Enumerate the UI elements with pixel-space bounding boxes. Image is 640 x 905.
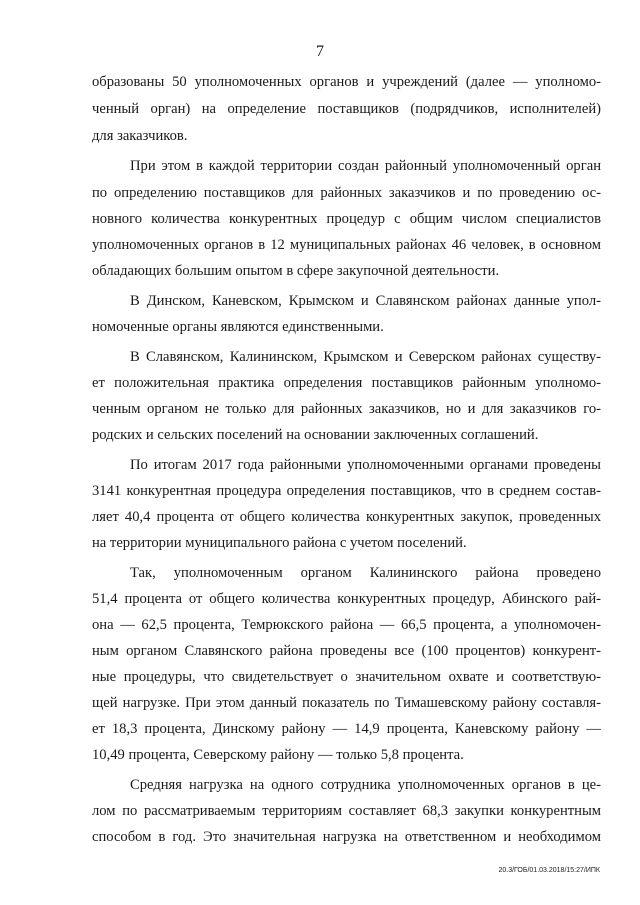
text-line: номоченные органы являются единственными. xyxy=(92,319,384,335)
text-line: ным органом Славянского района проведены все (100 процентов) конкурент- xyxy=(92,643,601,659)
text-line: для заказчиков. xyxy=(92,128,188,144)
text-line: ет положительная практика определения поставщиков районным уполномо- xyxy=(92,375,601,391)
text-line: 51,4 процента от общего количества конкурентных процедур, Абинского рай- xyxy=(92,591,601,607)
text-line: В Славянском, Калининском, Крымском и Северском районах существу- xyxy=(130,349,601,365)
text-line: По итогам 2017 года районными уполномоченными органами проведены xyxy=(130,457,601,473)
text-line: ные процедуры, что свидетельствует о значительном охвате и соответствую- xyxy=(92,669,601,685)
text-line: Так, уполномоченным органом Калининского района проведено xyxy=(130,565,601,581)
text-line: щей нагрузке. При этом данный показатель по Тимашевскому району составля- xyxy=(92,695,601,711)
text-line: она — 62,5 процента, Темрюкского района — 66,5 процента, а уполномочен- xyxy=(92,617,601,633)
footer-document-code: 20.3/ГОБ/01.03.2018/15:27/ИПК xyxy=(498,867,600,874)
text-line: Средняя нагрузка на одного сотрудника уполномоченных органов в це- xyxy=(130,777,601,793)
text-line: При этом в каждой территории создан районный уполномоченный орган xyxy=(130,158,601,174)
text-line: обладающих большим опытом в сфере закупочной деятельности. xyxy=(92,263,500,279)
text-line: лом по рассматриваемым территориям составляет 68,3 закупки конкурентным xyxy=(92,803,601,819)
text-line: на территории муниципального района с учетом поселений. xyxy=(92,535,467,551)
text-line: 10,49 процента, Северскому району — только 5,8 процента. xyxy=(92,747,464,763)
text-line: по определению поставщиков для районных заказчиков и по проведению ос- xyxy=(92,185,601,201)
text-line: 3141 конкурентная процедура определения поставщиков, что в среднем состав- xyxy=(92,483,601,499)
text-line: родских и сельских поселений на основании заключенных соглашений. xyxy=(92,427,539,443)
text-line: способом в год. Это значительная нагрузка на ответственном и необходимом xyxy=(92,829,601,845)
text-line: уполномоченных органов в 12 муниципальных районах 46 человек, в основном xyxy=(92,237,601,253)
text-line: ляет 40,4 процента от общего количества конкурентных закупок, проведенных xyxy=(92,509,601,525)
text-line: ченный орган) на определение поставщиков (подрядчиков, исполнителей) xyxy=(92,101,601,117)
text-line: ет 18,3 процента, Динскому району — 14,9 процента, Каневскому району — xyxy=(92,721,601,737)
text-line: ченным органом не только для районных заказчиков, но и для заказчиков го- xyxy=(92,401,601,417)
text-line: В Динском, Каневском, Крымском и Славянском районах данные упол- xyxy=(130,293,601,309)
text-line: новного количества конкурентных процедур с общим числом специалистов xyxy=(92,211,601,227)
page-number: 7 xyxy=(316,43,324,60)
text-line: образованы 50 уполномоченных органов и учреждений (далее — уполномо- xyxy=(92,74,601,90)
